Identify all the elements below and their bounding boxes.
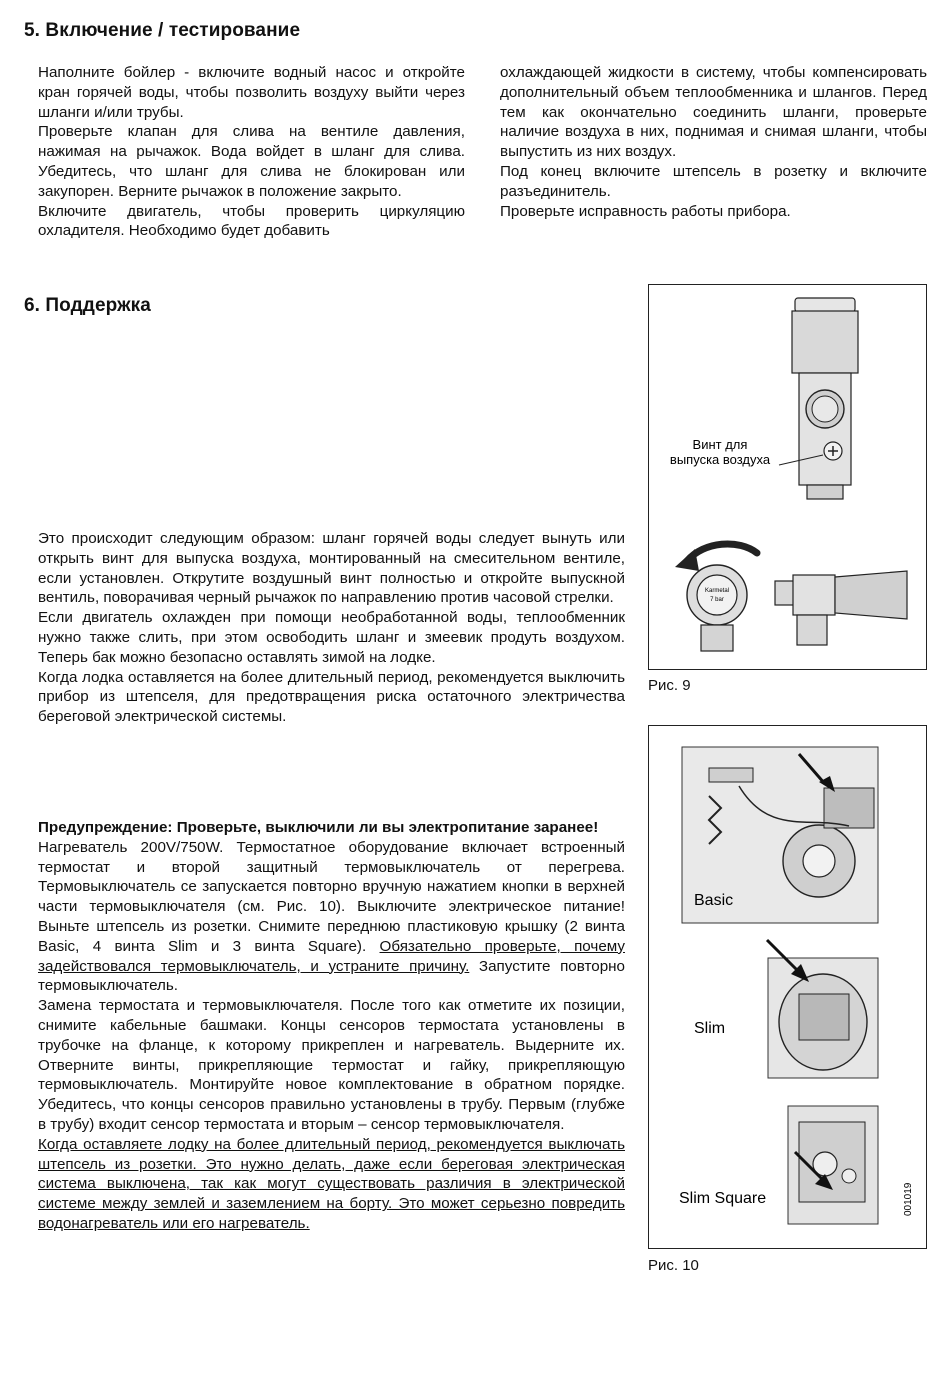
paragraph: Когда лодка оставляется на более длительный период, рекомендуется выключить прибор из штепселя, для предотвращения риска остаточного электричества береговой электрической системы. bbox=[38, 668, 625, 726]
section-5-title: 5. Включение / тестирование bbox=[24, 20, 301, 41]
paragraph: охлаждающей жидкости в систему, чтобы компенсировать дополнительный объем теплообменника и шлангов. Перед тем как окончательно соединить шланги, проверьте наличие воздуха в них, поднимая и снимая шланги, чтобы выпустить из них воздух. bbox=[500, 64, 927, 161]
figure-10-frame bbox=[648, 725, 927, 1249]
paragraph: Это происходит следующим образом: шланг горячей воды следует вынуть или открыть винт для выпуска воздуха, монтированный на смесительном вентиле, если установлен. Открутите воздушный винт полностью и откройте выпускной вентиль, поворачивая черный рычажок по направлению против часовой стрелки. bbox=[38, 530, 625, 607]
paragraph: Проверьте исправность работы прибора. bbox=[500, 202, 791, 220]
section-5-left-column bbox=[38, 63, 465, 241]
section-6-body bbox=[38, 529, 625, 727]
paragraph: Наполните бойлер - включите водный насос и откройте кран горячей воды, чтобы позволить воздуху выйти через шланги и/или трубы. bbox=[38, 64, 465, 121]
underlined-paragraph: Когда оставляете лодку на более длительный период, рекомендуется выключать штепсель из розетки. Это нужно делать, даже если береговая электрическая система выключена, так как могут существовать различия в электрической системе между землей и заземлением на борту. Это может серьезно повредить водонагреватель или его нагреватель. bbox=[38, 1135, 625, 1232]
warning-block bbox=[38, 818, 625, 1234]
warning-underlined-text: Обязательно проверьте, почему задействовался термовыключатель, и устраните причину. bbox=[38, 937, 625, 975]
figure-label-slim: Slim bbox=[694, 1020, 726, 1037]
section-6-title: 6. Поддержка bbox=[24, 295, 151, 316]
figure-9-frame bbox=[648, 284, 927, 670]
valve-label-line-1: Karmetal bbox=[704, 588, 730, 594]
figure-9-drawing bbox=[649, 285, 926, 669]
paragraph: Проверьте клапан для слива на вентиле давления, нажимая на рычажок. Вода войдет в шланг для слива. Убедитесь, что шланг для слива не блокирован или закупорен. Верните рычажок в положение закрыто. bbox=[38, 123, 465, 200]
warning-text-tail: Запустите повторно термовыключатель. bbox=[38, 957, 625, 995]
paragraph bbox=[38, 838, 625, 996]
warning-title: Предупреждение: Проверьте, выключили ли вы электропитание заранее! bbox=[38, 819, 599, 836]
paragraph: Если двигатель охлажден при помощи необработанной воды, теплообменник нужно также слить, при этом освободить шланг и змеевик продуть воздухом. Теперь бак можно безопасно оставлять зимой на лодке. bbox=[38, 609, 625, 666]
figure-label-slim-square: Slim Square bbox=[679, 1190, 767, 1207]
figure-code: 001019 bbox=[903, 1182, 914, 1216]
figure-10-drawing bbox=[649, 726, 926, 1248]
valve-label-line-2: 7 bar bbox=[710, 597, 724, 603]
figure-9-caption: Рис. 9 bbox=[648, 677, 691, 694]
paragraph: Замена термостата и термовыключателя. После того как отметите их позиции, снимите кабельные башмаки. Концы сенсоров термостата установлены в трубочке на фланце, к которому прикреплен и нагреватель. Выдерните их. Отверните винты, прикрепляющие термостат и гайку, прикрепляющую термовыключатель. Монтируйте новое комплектование в обратном порядке. Убедитесь, что концы сенсоров правильно установлены в трубу. Первым (глубже в трубу) входит сенсор термостата и вторым – сенсор термовыключателя. bbox=[38, 997, 625, 1133]
paragraph: Включите двигатель, чтобы проверить циркуляцию охладителя. Необходимо будет добавить bbox=[38, 202, 465, 240]
figure-10-caption: Рис. 10 bbox=[648, 1257, 699, 1274]
callout-line-1: Винт для bbox=[692, 437, 748, 452]
callout-line-2: выпуска воздуха bbox=[669, 452, 771, 467]
figure-label-basic: Basic bbox=[694, 892, 734, 909]
warning-text: Нагреватель 200V/750W. Термостатное оборудование включает встроенный термостат и второй защитный термовыключатель от перегрева. Термовыключатель се запускается повторно вручную нажатием кнопки в верхней части термовыключателя (см. Рис. 10). Выключите электрическое питание! Выньте штепсель из розетки. Снимите переднюю пластиковую крышку (2 винта Basic, 4 винта Slim и 3 винта Square). bbox=[38, 838, 625, 955]
section-5-right-column bbox=[500, 63, 927, 221]
paragraph: Под конец включите штепсель в розетку и включите разъединитель. bbox=[500, 162, 927, 200]
counterclockwise-arrow-icon bbox=[675, 549, 699, 571]
